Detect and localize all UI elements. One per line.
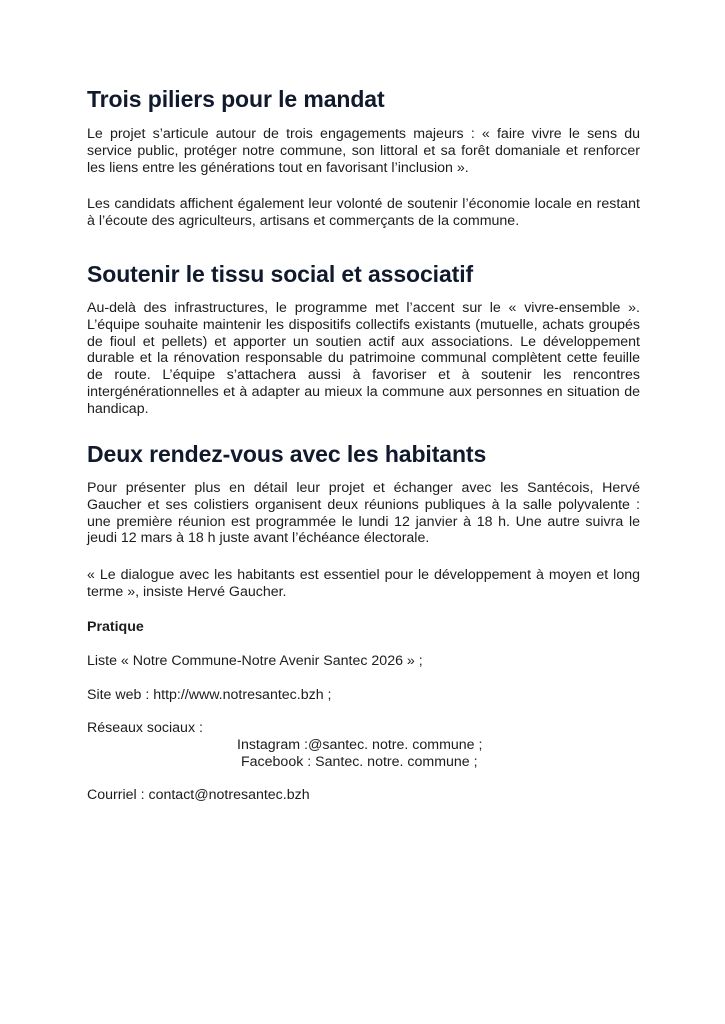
pratique-site-web: Site web : http://www.notresantec.bzh ; [87,687,332,703]
paragraph-economie-locale: Les candidats affichent également leur volonté de soutenir l’économie locale en restant à l’écoute des agriculteurs, artisans et commerçants de la commune. [87,196,640,229]
pratique-facebook: Facebook : Santec. notre. commune ; [241,754,478,770]
section-heading-tissu-social: Soutenir le tissu social et associatif [87,261,474,287]
pratique-courriel: Courriel : contact@notresantec.bzh [87,787,310,803]
pratique-instagram: Instagram :@santec. notre. commune ; [237,737,483,753]
pratique-liste: Liste « Notre Commune-Notre Avenir Santec 2026 » ; [87,653,423,669]
section-heading-piliers: Trois piliers pour le mandat [87,86,385,112]
paragraph-engagements: Le projet s’articule autour de trois engagements majeurs : « faire vivre le sens du service public, protéger notre commune, son littoral et sa forêt domaniale et renforcer les liens entre les générations tout en favorisant l’inclusion ». [87,126,640,176]
paragraph-vivre-ensemble: Au-delà des infrastructures, le programme met l’accent sur le « vivre-ensemble ». L’équipe souhaite maintenir les dispositifs collectifs existants (mutuelle, achats groupés de fioul et pellets) et apporter un soutien actif aux associations. Le développement durable et la rénovation responsable du patrimoine communal complètent cette feuille de route. L’équipe s’attachera aussi à favoriser et à soutenir les rencontres intergénérationnelles et à adapter au mieux la commune aux personnes en situation de handicap. [87,300,640,417]
pratique-reseaux-label: Réseaux sociaux : [87,720,203,736]
paragraph-citation: « Le dialogue avec les habitants est essentiel pour le développement à moyen et long terme », insiste Hervé Gaucher. [87,567,640,600]
pratique-title: Pratique [87,619,144,635]
paragraph-reunions: Pour présenter plus en détail leur projet et échanger avec les Santécois, Hervé Gaucher et ses colistiers organisent deux réunions publiques à la salle polyvalente : une première réunion est programmée le lundi 12 janvier à 18 h. Une autre suivra le jeudi 12 mars à 18 h juste avant l’échéance électorale. [87,480,640,547]
section-heading-rendez-vous: Deux rendez-vous avec les habitants [87,441,487,467]
